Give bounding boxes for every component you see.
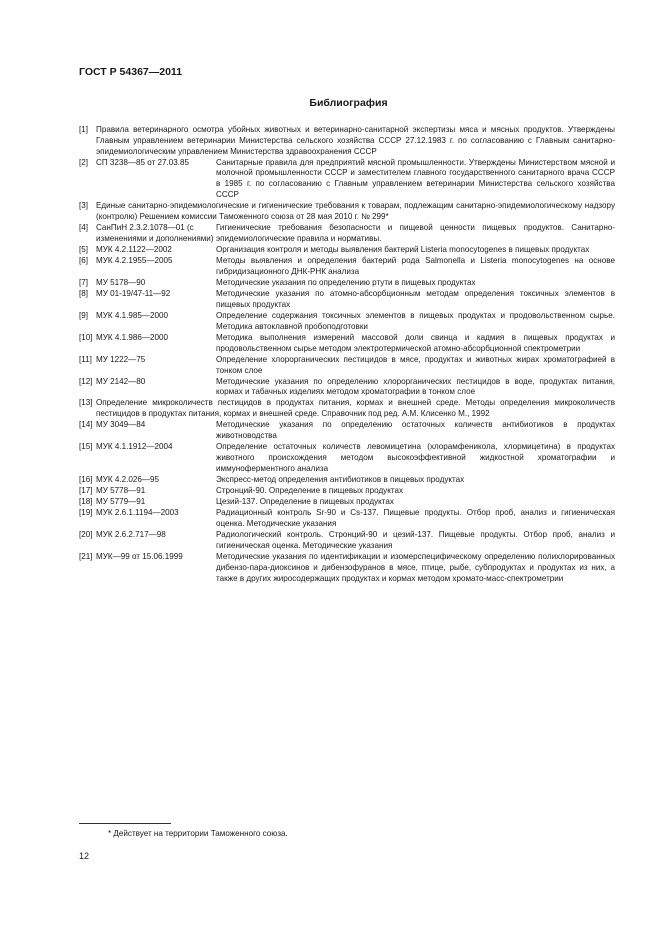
entry-document-code: МУ 2142—80	[96, 376, 146, 386]
bibliography-entry	[79, 442, 615, 474]
entry-number: [12]	[79, 376, 93, 386]
bibliography-entry	[79, 223, 615, 245]
entry-description: Организация контроля и методы выявления бактерий Listeria monocytogenes в пищевых продуктах	[216, 244, 590, 254]
entry-number: [9]	[79, 310, 88, 320]
bibliography-entry	[79, 158, 615, 201]
entry-document-code: МУК 4.1.986—2000	[96, 332, 168, 342]
entry-description: Методические указания по определению хлорорганических пестицидов в воде, продуктах питания, кормах и табачных изделиях методом хроматографии в тонком слое	[216, 376, 615, 397]
entry-description: Методика выполнения измерений массовой доли свинца и кадмия в пищевых продуктах и продовольственном сырье методом электротермической атомно-абсорбционной спектрометрии	[216, 332, 615, 353]
entry-description: Методические указания по атомно-абсорбционным методам определения токсичных элементов в пищевых продуктах	[216, 289, 615, 309]
entry-description: Определение содержания токсичных элементов в пищевых продуктах и продовольственном сырье. Методика автоклавной пробоподготовки	[216, 310, 615, 331]
entry-description: Экспресс-метод определения антибиотиков в пищевых продуктах	[216, 474, 465, 484]
entry-number: [2]	[79, 157, 88, 167]
entry-description: Определение остаточных количеств левомицетина (хлорамфеникола, хлормицетина) в продуктах животного происхождения методом высокоэффективной жидкостной хроматографии и иммуноферментного анализа	[216, 442, 615, 473]
entry-document-code: МУ 5178—90	[96, 277, 146, 287]
entry-number: [3]	[79, 201, 88, 211]
entry-number: [7]	[79, 277, 88, 287]
footnote: * Действует на территории Таможенного союза.	[108, 829, 288, 838]
entry-document-code: МУК 4.2.1122—2002	[96, 244, 172, 254]
entry-number: [19]	[79, 508, 93, 518]
entry-document-code: МУК 2.6.1.1194—2003	[96, 508, 179, 518]
entry-document-code: МУ 01-19/47-11—92	[96, 289, 171, 299]
entry-number: [13]	[79, 398, 93, 408]
bibliography-entry	[79, 311, 615, 333]
entry-number: [20]	[79, 530, 93, 540]
entry-document-code: МУ 1222—75	[96, 354, 146, 364]
bibliography-entry	[79, 530, 615, 552]
entry-number: [4]	[79, 223, 88, 233]
entry-description: Радиологический контроль. Стронций-90 и цезий-137. Пищевые продукты. Отбор проб, анализ и гигиеническая оценка. Методические указания	[216, 530, 615, 550]
bibliography-entry	[79, 552, 615, 584]
bibliography-entry	[79, 256, 615, 278]
footnote-divider	[79, 823, 171, 824]
entry-document-code: МУК 2.6.2.717—98	[96, 530, 166, 540]
entry-number: [10]	[79, 332, 93, 342]
entry-number: [11]	[79, 354, 92, 364]
entry-description: Радиационный контроль Sr-90 и Cs-137. Пищевые продукты. Отбор проб, анализ и гигиеническая оценка. Методические указания	[216, 508, 615, 529]
entry-document-code: МУК 4.1.985—2000	[96, 310, 168, 320]
entry-document-code: СП 3238—85 от 27.03.85	[96, 157, 190, 167]
entry-text: Правила ветеринарного осмотра убойных животных и ветеринарно-санитарной экспертизы мяса и мясных продуктов. Утверждены Главным управлением ветеринарии Министерства сельского хозяйства СССР 27.12.1983 г. по согласованию с Главным санитарно-эпидемиологическим управлением Министерства здравоохранения СССР	[96, 125, 615, 156]
page-number: 12	[79, 851, 90, 861]
bibliography-entry	[79, 355, 615, 377]
page-title: Библиография	[309, 97, 388, 109]
bibliography-entry	[79, 125, 615, 157]
entry-description: Методические указания по определению ртути в пищевых продуктах	[216, 277, 476, 287]
bibliography-entry	[79, 497, 615, 508]
bibliography-entry	[79, 377, 615, 399]
bibliography-entry	[79, 420, 615, 442]
bibliography-entry	[79, 398, 615, 420]
entry-document-code: СанПиН 2.3.2.1078—01 (с изменениями и дополнениями)	[96, 223, 214, 243]
bibliography-list	[79, 125, 615, 585]
bibliography-entry	[79, 278, 615, 289]
bibliography-entry	[79, 245, 615, 256]
bibliography-entry	[79, 475, 615, 486]
entry-description: Методические указания по идентификации и изомерспецифическому определению полихлорированных дибензо-пара-диоксинов и дибензофуранов в мясе, птице, рыбе, субпродуктах и продуктах из них, а также в других жиросодержащих продуктах и кормах методом хромато-масс-спектрометрии	[216, 552, 615, 583]
entry-number: [17]	[79, 486, 93, 496]
entry-description: Стронций-90. Определение в пищевых продуктах	[216, 486, 404, 496]
entry-document-code: МУ 3049—84	[96, 420, 146, 430]
entry-document-code: МУ 5779—91	[96, 497, 146, 507]
entry-number: [5]	[79, 244, 88, 254]
entry-text: Определение микроколичеств пестицидов в продуктах питания, кормах и внешней среде. Методы определения микроколичеств пестицидов в продуктах питания, кормах и внешней среде. Справочник под ред. А.М. Клисенко М., 1992	[96, 398, 615, 419]
bibliography-entry	[79, 289, 615, 311]
entry-number: [18]	[79, 497, 93, 507]
entry-number: [8]	[79, 289, 88, 299]
entry-description: Определение хлорорганических пестицидов в мясе, продуктах и животных жирах хроматографией в тонком слое	[216, 354, 615, 375]
entry-document-code: МУК—99 от 15.06.1999	[96, 552, 183, 562]
entry-document-code: МУ 5778—91	[96, 486, 146, 496]
entry-number: [15]	[79, 442, 93, 452]
entry-description: Методы выявления и определения бактерий рода Salmonella и Listeria monocytogenes на основе гибридизационного ДНК-РНК анализа	[216, 256, 615, 276]
document-header: ГОСТ Р 54367—2011	[79, 66, 183, 78]
entry-number: [6]	[79, 256, 88, 266]
bibliography-entry	[79, 508, 615, 530]
entry-document-code: МУК 4.2.026—95	[96, 474, 159, 484]
entry-number: [16]	[79, 474, 93, 484]
entry-text: Единые санитарно-эпидемиологические и гигиенические требования к товарам, подлежащим санитарно-эпидемиологическому надзору (контролю) Решением комиссии Таможенного союза от 28 мая 2010 г. № 299*	[96, 201, 615, 221]
entry-description: Методические указания по определению остаточных количеств антибиотиков в продуктах животноводства	[216, 420, 615, 441]
entry-number: [14]	[79, 420, 93, 430]
entry-description: Гигиенические требования безопасности и пищевой ценности пищевых продуктов. Санитарно-эпидемиологические правила и нормативы.	[216, 223, 615, 243]
entry-document-code: МУК 4.1.1912—2004	[96, 442, 173, 452]
entry-description: Цезий-137. Определение в пищевых продуктах	[216, 497, 394, 507]
entry-description: Санитарные правила для предприятий мясной промышленности. Утверждены Министерством мясной и молочной промышленности СССР и заместителем главного государственного санитарного врача СССР в 1985 г. по согласованию с Главным управлением ветеринарии Министерства сельского хозяйства СССР	[216, 157, 615, 200]
entry-number: [21]	[79, 552, 93, 562]
entry-number: [1]	[79, 125, 88, 134]
bibliography-entry	[79, 201, 615, 223]
entry-document-code: МУК 4.2.1955—2005	[96, 256, 173, 266]
bibliography-entry	[79, 333, 615, 355]
bibliography-entry	[79, 486, 615, 497]
